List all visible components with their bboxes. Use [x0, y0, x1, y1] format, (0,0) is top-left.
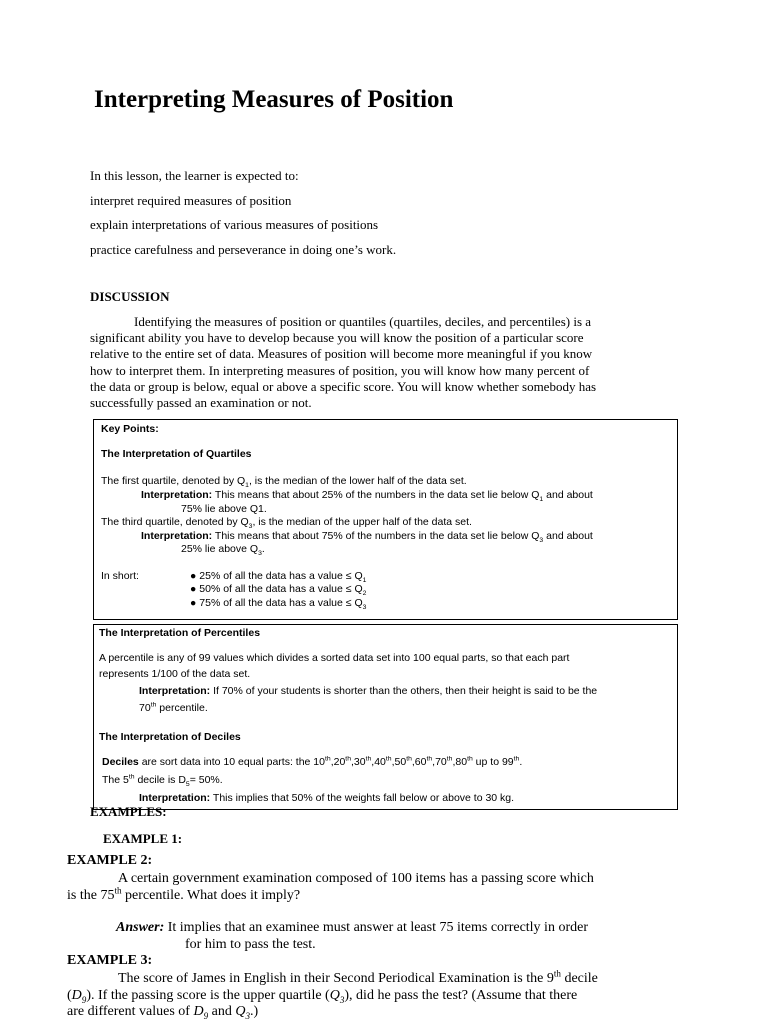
example-2-answer: Answer: It implies that an examinee must answer at least 75 items correctly in order [116, 920, 588, 935]
bullet-item: ● 25% of all the data has a value ≤ $Q_1$ [190, 570, 367, 585]
deciles-heading: The Interpretation of Deciles [99, 731, 241, 743]
first-quartile-interpretation-cont: 75% lie above Q1. [181, 503, 267, 515]
percentile-interpretation: Interpretation: If 70% of your students is shorter than the others, then their height is said to be the [139, 685, 598, 697]
bullet-item: ● 50% of all the data has a value ≤ $Q_2$ [190, 583, 367, 598]
discussion-paragraph: Identifying the measures of position or quantiles (quartiles, deciles, and percentiles) is a significant ability you have to develop because you will know the position of a particular score relative to the entire set of data. Measures of position will become more meaningful if you know how to interpret them. In interpreting measures of position, you will know how many percent of the data or group is below, equal or above a specific score. You will know whether somebody has successfully passed an examination or not. [90, 314, 597, 411]
bullet-item: ● 75% of all the data has a value ≤ $Q_3$ [190, 597, 367, 612]
example-1-heading: EXAMPLE 1: [103, 831, 183, 846]
key-points-heading: Key Points: [101, 423, 159, 435]
objectives-intro: In this lesson, the learner is expected to: [90, 168, 299, 183]
percentile-interpretation-cont: 70th percentile. [139, 701, 208, 714]
third-quartile-interpretation-cont: 25% lie above $Q_3$. [181, 543, 265, 558]
example-3-heading: EXAMPLE 3: [67, 953, 153, 968]
quartiles-heading: The Interpretation of Quartiles [101, 448, 252, 460]
bullet-dot-icon: ● [190, 570, 197, 582]
bullet-dot-icon: ● [190, 583, 197, 595]
page-title: Interpreting Measures of Position [94, 86, 454, 113]
in-short-label: In short: [101, 570, 139, 582]
examples-heading: EXAMPLES: [90, 804, 167, 819]
third-quartile-definition: The third quartile, denoted by $Q_3$, is the median of the upper half of the data set. [101, 516, 472, 531]
discussion-heading: DISCUSSION [90, 289, 170, 304]
bullet-dot-icon: ● [190, 597, 197, 609]
first-quartile-definition: The first quartile, denoted by $Q_1$, is the median of the lower half of the data set. [101, 475, 467, 490]
percentile-definition: A percentile is any of 99 values which divides a sorted data set into 100 equal parts, so that each part [99, 652, 570, 664]
percentiles-heading: The Interpretation of Percentiles [99, 627, 261, 639]
decile-interpretation: Interpretation: This implies that 50% of the weights fall below or above to 30 kg. [139, 792, 515, 804]
deciles-definition: Deciles are sort data into 10 equal parts: the 10th,20th,30th,40th,50th,60th,70th,80th up to 99th. [102, 755, 523, 768]
third-quartile-interpretation: Interpretation: This means that about 75% of the numbers in the data set lie below $Q_3$ and about [141, 530, 593, 545]
example-2-answer-cont: for him to pass the test. [185, 937, 316, 952]
example-2-heading: EXAMPLE 2: [67, 853, 153, 868]
example-2-text: A certain government examination composed of 100 items has a passing score which [118, 871, 594, 886]
example-3-text: The score of James in English in their Second Periodical Examination is the 9th decile [118, 968, 598, 986]
percentile-definition-cont: represents 1/100 of the data set. [99, 668, 251, 680]
example-3-text-end: are different values of $D_9$ and $Q_3$.) [67, 1004, 259, 1021]
example-2-text-cont: is the 75th percentile. What does it imply? [67, 885, 301, 903]
fifth-decile-statement: The 5th decile is $D_5= 50\%$. [102, 773, 223, 789]
first-quartile-interpretation: Interpretation: This means that about 25% of the numbers in the data set lie below $Q_1$ and about [141, 489, 593, 504]
objective-item-3: practice carefulness and perseverance in doing one’s work. [90, 242, 397, 257]
objective-item-1: interpret required measures of position [90, 193, 292, 208]
example-3-text-cont: $(D_9)$. If the passing score is the upper quartile $(Q_3)$, did he pass the test? (Assume that there [67, 988, 578, 1005]
objective-item-2: explain interpretations of various measures of positions [90, 217, 379, 232]
